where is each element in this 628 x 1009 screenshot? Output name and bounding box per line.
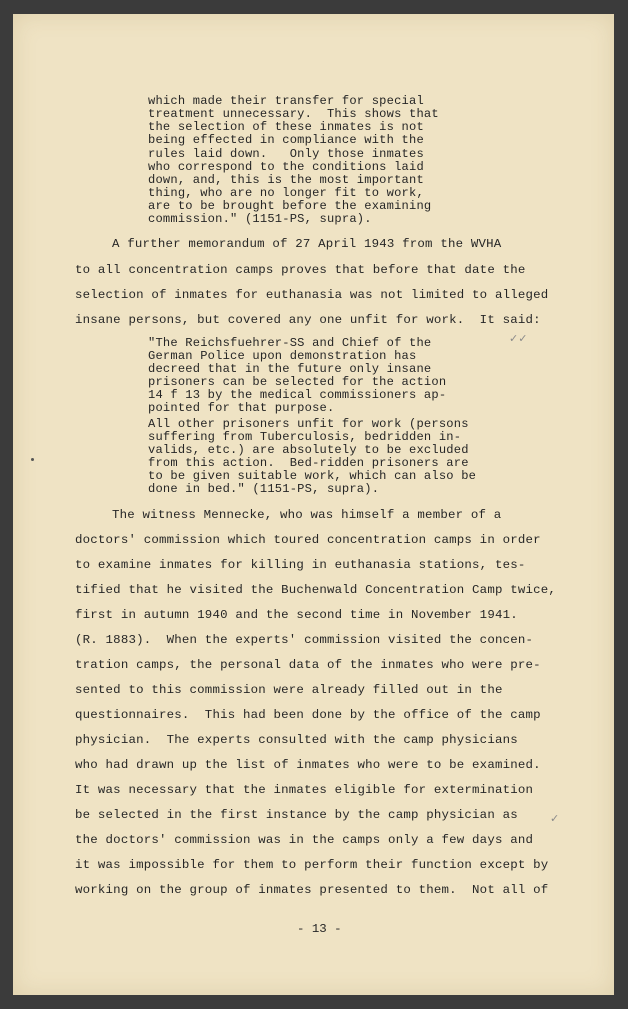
- quote-2-line: from this action. Bed-ridden prisoners are: [148, 456, 469, 470]
- quote-2-line: "The Reichsfuehrer-SS and Chief of the: [148, 336, 432, 350]
- quote-2-line: German Police upon demonstration has: [148, 349, 417, 363]
- quote-2-line: suffering from Tuberculosis, bedridden in-: [148, 430, 462, 444]
- document-page: [13, 14, 614, 995]
- para-1-line: to all concentration camps proves that before that date the: [75, 263, 526, 277]
- para-2-line: sented to this commission were already filled out in the: [75, 683, 503, 697]
- quote-2-line: pointed for that purpose.: [148, 401, 335, 415]
- margin-dot: [31, 458, 34, 461]
- para-2-line: the doctors' commission was in the camps only a few days and: [75, 833, 534, 847]
- quote-1-line: being effected in compliance with the: [148, 133, 424, 147]
- para-2-line: physician. The experts consulted with the camp physicians: [75, 733, 518, 747]
- para-2-line: tration camps, the personal data of the inmates who were pre-: [75, 658, 541, 672]
- quote-1-line: down, and, this is the most important: [148, 173, 424, 187]
- quote-1-line: rules laid down. Only those inmates: [148, 147, 424, 161]
- para-2-line: to examine inmates for killing in euthanasia stations, tes-: [75, 558, 526, 572]
- margin-check-mark-2: ✓: [550, 812, 560, 825]
- para-2-line: who had drawn up the list of inmates who were to be examined.: [75, 758, 541, 772]
- quote-1-line: who correspond to the conditions laid: [148, 160, 424, 174]
- quote-2-line: done in bed." (1151-PS, supra).: [148, 482, 380, 496]
- para-2-line: (R. 1883). When the experts' commission visited the concen-: [75, 633, 534, 647]
- quote-1-line: commission." (1151-PS, supra).: [148, 212, 372, 226]
- quote-2-line: All other prisoners unfit for work (persons: [148, 417, 469, 431]
- quote-1-line: are to be brought before the examining: [148, 199, 432, 213]
- para-2-line: first in autumn 1940 and the second time in November 1941.: [75, 608, 518, 622]
- quote-2-line: prisoners can be selected for the action: [148, 375, 447, 389]
- quote-1-line: thing, who are no longer fit to work,: [148, 186, 424, 200]
- para-2-line: working on the group of inmates presented to them. Not all of: [75, 883, 549, 897]
- para-2-line: The witness Mennecke, who was himself a member of a: [112, 508, 502, 522]
- page-number: - 13 -: [297, 922, 342, 936]
- quote-2-line: 14 f 13 by the medical commissioners ap-: [148, 388, 447, 402]
- para-1-line: selection of inmates for euthanasia was not limited to alleged: [75, 288, 549, 302]
- quote-2-line: valids, etc.) are absolutely to be excluded: [148, 443, 469, 457]
- para-2-line: tified that he visited the Buchenwald Concentration Camp twice,: [75, 583, 557, 597]
- quote-1-line: which made their transfer for special: [148, 94, 424, 108]
- para-2-line: be selected in the first instance by the camp physician as: [75, 808, 518, 822]
- quote-1-line: treatment unnecessary. This shows that: [148, 107, 439, 121]
- para-1-line: A further memorandum of 27 April 1943 from the WVHA: [112, 237, 502, 251]
- para-2-line: questionnaires. This had been done by the office of the camp: [75, 708, 541, 722]
- para-1-line: insane persons, but covered any one unfit for work. It said:: [75, 313, 541, 327]
- margin-check-mark-1: ✓✓: [509, 332, 528, 345]
- quote-1-line: the selection of these inmates is not: [148, 120, 424, 134]
- para-2-line: it was impossible for them to perform their function except by: [75, 858, 549, 872]
- quote-2-line: to be given suitable work, which can also be: [148, 469, 477, 483]
- para-2-line: doctors' commission which toured concentration camps in order: [75, 533, 541, 547]
- quote-2-line: decreed that in the future only insane: [148, 362, 432, 376]
- para-2-line: It was necessary that the inmates eligible for extermination: [75, 783, 534, 797]
